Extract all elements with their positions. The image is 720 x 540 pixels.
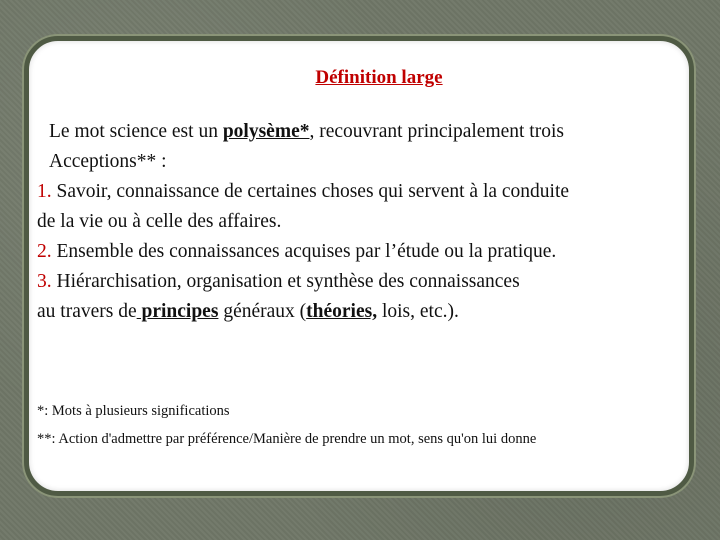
polyseme-term: polysème* <box>222 121 310 142</box>
intro-prefix: Le mot science est un <box>49 121 223 142</box>
list-item-1-continued: de la vie ou à celle des affaires. <box>37 211 282 232</box>
slide-title: Définition large <box>315 67 443 88</box>
principes-term: principes <box>136 301 219 322</box>
footnote-1: *: Mots à plusieurs significations <box>37 403 230 419</box>
theories-term: théories, <box>306 301 378 322</box>
definition-body <box>37 117 697 327</box>
footnote-2: **: Action d'admettre par préférence/Manière de prendre un mot, sens qu'on lui donne <box>37 431 537 447</box>
item-3-suffix: lois, etc.). <box>377 301 459 322</box>
item-text: Hiérarchisation, organisation et synthèse des connaissances <box>51 271 520 292</box>
intro-suffix: , recouvrant principalement trois <box>309 121 564 142</box>
item-number: 2. <box>37 241 52 262</box>
list-item-2 <box>37 237 697 267</box>
slide-card <box>24 36 694 496</box>
intro-line-2: Acceptions** : <box>49 151 167 172</box>
footnotes <box>37 397 697 453</box>
list-item-1 <box>37 177 697 207</box>
item-text: Ensemble des connaissances acquises par l’étude ou la pratique. <box>51 241 557 262</box>
item-3-mid: généraux ( <box>218 301 307 322</box>
intro-line-1 <box>37 117 697 147</box>
list-item-3-continued <box>37 297 697 327</box>
item-number: 3. <box>37 271 52 292</box>
item-number: 1. <box>37 181 52 202</box>
item-text: Savoir, connaissance de certaines choses qui servent à la conduite <box>51 181 570 202</box>
item-3-prefix: au travers de <box>37 301 137 322</box>
list-item-3 <box>37 267 697 297</box>
